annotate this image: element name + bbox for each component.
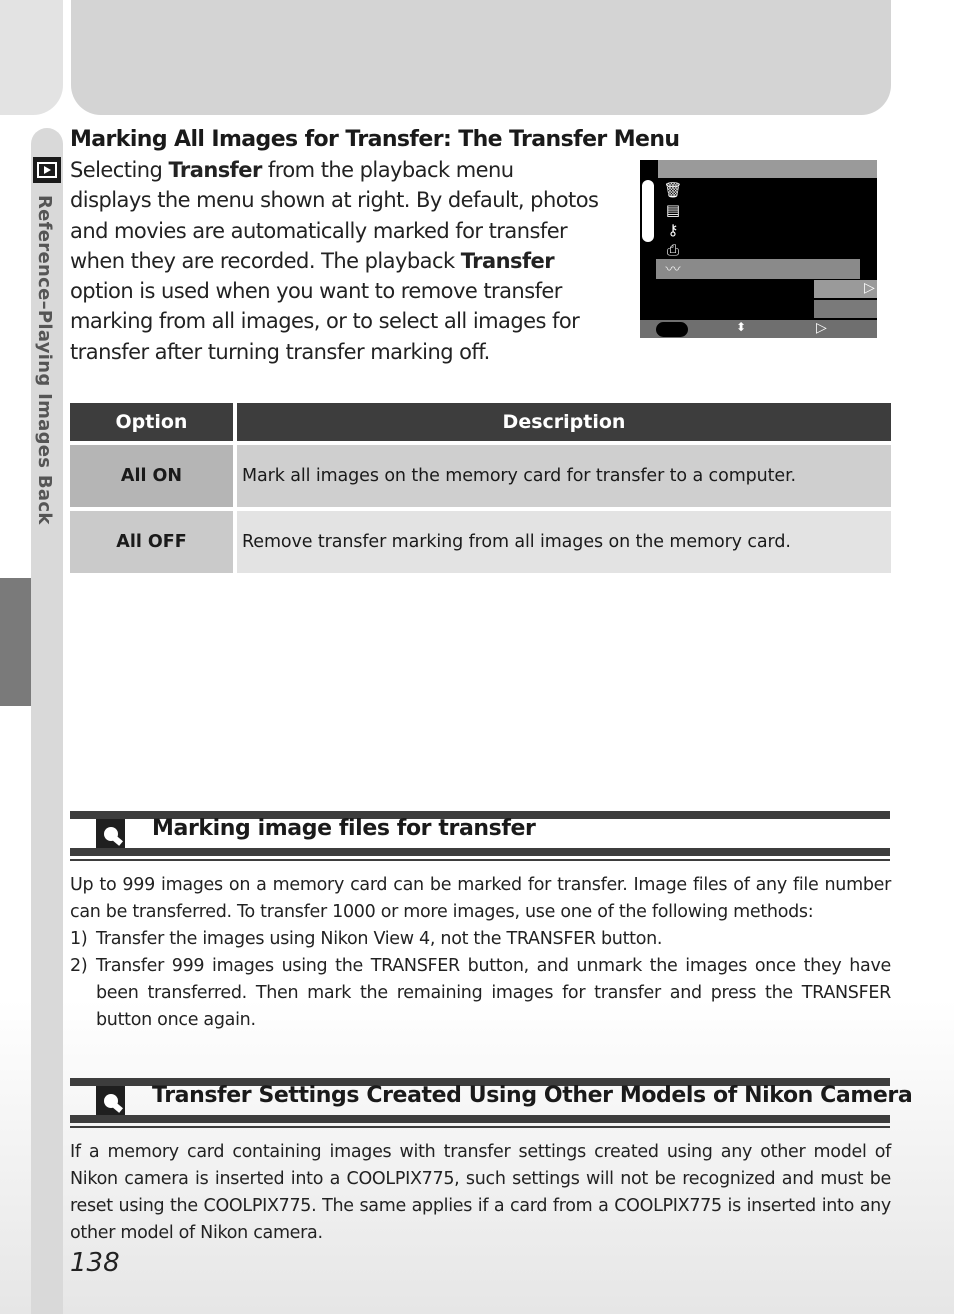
table-header [70,403,891,441]
option-cell: All ON [70,441,237,507]
note-header [70,811,890,861]
lcd-title-bar [658,160,877,178]
list-number: 2) [70,956,88,976]
note-paragraph: Up to 999 images on a memory card can be marked for transfer. Image files of any file number can be transferred. To transfer 1000 or more images, use one of the following methods: [70,875,891,922]
table-row [70,507,891,573]
list-item [70,953,891,1034]
menu-button-icon [656,322,688,337]
right-arrow-icon: ▷ [816,320,827,336]
intro-paragraph [70,155,600,367]
transfer-icon: 〰 [665,260,681,278]
table-row [70,441,891,507]
lightbulb-icon [96,819,125,848]
intro-text-a: Selecting [70,158,169,182]
page-number: 138 [70,1248,120,1278]
intro-text-c: option is used when you want to remove transfer marking from all images, or to select all images for transfer after turning transfer marking off. [70,279,580,364]
header-description: Description [237,403,891,441]
intro-bold-transfer: Transfer [168,158,262,182]
list-item [70,926,891,953]
description-cell: Remove transfer marking from all images on the memory card. [237,507,891,573]
intro-bold-transfer-2: Transfer [460,248,555,273]
description-cell: Mark all images on the memory card for transfer to a computer. [237,441,891,507]
playback-icon [33,157,61,183]
corner-block [0,0,63,115]
list-text: Transfer 999 images using the TRANSFER button, and unmark the images once they have been transferred. Then mark the remaining images for transfer and press the TRANSFER button once again. [96,956,891,1030]
camera-menu-screenshot [640,160,877,338]
note-body [70,1139,891,1247]
chapter-tab [0,578,31,706]
lcd-scrollbar [642,180,654,242]
note-body [70,872,891,1034]
protect-key-icon: ⚷ [667,221,679,239]
options-table [70,403,891,573]
trash-icon: 🗑 [663,181,683,199]
note-header [70,1078,913,1128]
slideshow-icon: ▤ [665,201,681,219]
note-title: Marking image files for transfer [152,816,536,841]
up-down-icon: ⬍ [736,320,747,334]
lcd-submenu-2 [814,300,877,318]
list-text: Transfer the images using Nikon View 4, not the TRANSFER button. [96,929,663,949]
note-title: Transfer Settings Created Using Other Models of Nikon Camera [152,1083,913,1108]
right-arrow-icon: ▷ [864,280,875,296]
section-title: Marking All Images for Transfer: The Transfer Menu [70,127,680,152]
top-banner [71,0,891,115]
lcd-selected-row [656,259,860,279]
option-cell: All OFF [70,507,237,573]
chapter-label: Reference–Playing Images Back [34,195,55,525]
lightbulb-icon [96,1086,125,1115]
list-number: 1) [70,929,88,949]
note-paragraph: If a memory card containing images with transfer settings created using any other model of Nikon camera is inserted into a COOLPIX775, such settings will not be recognized and must be reset using the COOLPIX775. The same applies if a card from a COOLPIX775 is inserted into any other model of Nikon camera. [70,1142,891,1243]
header-option: Option [70,403,237,441]
intro-text-b: from the playback menu displays the menu shown at right. By default, photos and movies are automatically marked for transfer when they are recorded. The playback [70,158,599,273]
print-order-icon: ⎙ [666,241,679,259]
